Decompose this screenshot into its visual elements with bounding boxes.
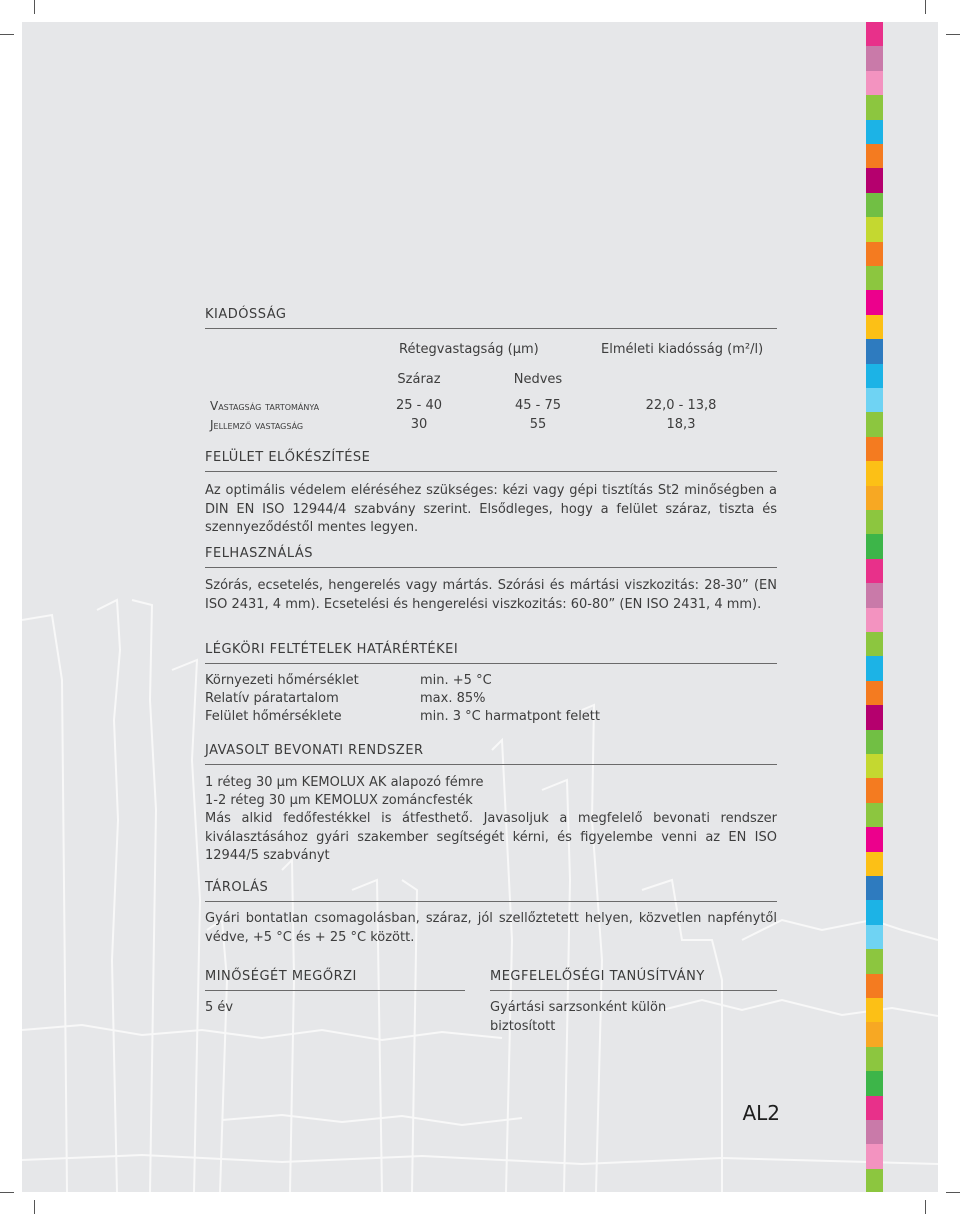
section-rule xyxy=(205,328,777,329)
color-stripe-bar xyxy=(866,22,883,1192)
color-stripe xyxy=(866,827,883,851)
color-stripe xyxy=(866,486,883,510)
application-title: FELHASZNÁLÁS xyxy=(205,546,314,561)
color-stripe xyxy=(866,290,883,314)
section-rule xyxy=(205,901,777,902)
color-stripe xyxy=(866,705,883,729)
system-enamel-line: 1-2 réteg 30 µm KEMOLUX zománcfesték xyxy=(205,793,473,808)
color-stripe xyxy=(866,754,883,778)
crop-mark xyxy=(0,1192,14,1193)
certificate-title: MEGFELELŐSÉGI TANÚSÍTVÁNY xyxy=(490,969,705,984)
range-dry-value: 25 - 40 xyxy=(395,398,443,413)
color-stripe xyxy=(866,168,883,192)
color-stripe xyxy=(866,71,883,95)
surface-prep-text: Az optimális védelem eléréséhez szükséges: kézi vagy gépi tisztítás St2 minőségben a DIN EN ISO 12944/4 szabvány szerint. Elsődleges, hogy a felület száraz, tiszta és szennyeződéstől mentes legyen. xyxy=(205,483,777,535)
storage-title: TÁROLÁS xyxy=(205,880,269,895)
color-stripe xyxy=(866,339,883,363)
color-stripe xyxy=(866,1071,883,1095)
range-yield-value: 22,0 - 13,8 xyxy=(645,398,717,413)
shelf-life-value: 5 év xyxy=(205,1000,234,1015)
crop-mark xyxy=(925,1200,926,1214)
color-stripe xyxy=(866,22,883,46)
color-stripe xyxy=(866,608,883,632)
color-stripe xyxy=(866,730,883,754)
section-rule xyxy=(205,471,777,472)
color-stripe xyxy=(866,144,883,168)
color-stripe xyxy=(866,46,883,70)
color-stripe xyxy=(866,266,883,290)
surface-temp-value: min. 3 °C harmatpont felett xyxy=(420,709,600,724)
certificate-value: Gyártási sarzsonként külön biztosított xyxy=(490,1000,667,1034)
color-stripe xyxy=(866,876,883,900)
color-stripe xyxy=(866,632,883,656)
color-stripe xyxy=(866,388,883,412)
shelf-life-title: MINŐSÉGÉT MEGŐRZI xyxy=(205,969,357,984)
color-stripe xyxy=(866,559,883,583)
color-stripe xyxy=(866,437,883,461)
ambient-temp-value: min. +5 °C xyxy=(420,673,492,688)
color-stripe xyxy=(866,1144,883,1168)
color-stripe xyxy=(866,656,883,680)
humidity-label: Relatív páratartalom xyxy=(205,691,339,706)
color-stripe xyxy=(866,217,883,241)
color-stripe xyxy=(866,534,883,558)
crop-mark xyxy=(34,1200,35,1214)
color-stripe xyxy=(866,242,883,266)
color-stripe xyxy=(866,193,883,217)
color-stripe xyxy=(866,1047,883,1071)
typical-dry-value: 30 xyxy=(410,417,428,432)
crop-mark xyxy=(0,34,14,35)
crop-mark xyxy=(925,0,926,14)
color-stripe xyxy=(866,900,883,924)
consumption-title: KIADÓSSÁG xyxy=(205,307,287,322)
color-stripe xyxy=(866,998,883,1022)
color-stripe xyxy=(866,120,883,144)
section-rule xyxy=(490,990,777,991)
surface-temp-label: Felület hőmérséklete xyxy=(205,709,342,724)
application-text: Szórás, ecsetelés, hengerelés vagy mártás. Szórási és mártási viszkozitás: 28-30” (EN ISO 2431, 4 mm). Ecsetelési és hengerelési viszkozitás: 60-80” (EN ISO 2431, 4 mm). xyxy=(205,578,777,612)
color-stripe xyxy=(866,1096,883,1120)
system-primer-line: 1 réteg 30 µm KEMOLUX AK alapozó fémre xyxy=(205,775,484,790)
system-title: JAVASOLT BEVONATI RENDSZER xyxy=(205,743,424,758)
color-stripe xyxy=(866,95,883,119)
color-stripe xyxy=(866,364,883,388)
section-rule xyxy=(205,663,777,664)
range-wet-value: 45 - 75 xyxy=(514,398,562,413)
section-rule xyxy=(205,764,777,765)
system-note-text: Más alkid fedőfestékkel is átfesthető. Javasoljuk a megfelelő bevonati rendszer kiválasztásához gyári szakember segítségét kérni, és figyelembe venni az EN ISO 12944/5 szabványt xyxy=(205,811,777,863)
color-stripe xyxy=(866,315,883,339)
wet-label: Nedves xyxy=(513,372,563,387)
color-stripe xyxy=(866,1169,883,1192)
color-stripe xyxy=(866,974,883,998)
surface-prep-title: FELÜLET ELŐKÉSZÍTÉSE xyxy=(205,450,371,465)
yield-header: Elméleti kiadósság (m²/l) xyxy=(601,342,764,357)
skyline-illustration xyxy=(22,560,938,1192)
section-rule xyxy=(205,990,465,991)
color-stripe xyxy=(866,925,883,949)
color-stripe xyxy=(866,681,883,705)
typical-row-label: Jellemző vastagság xyxy=(210,418,304,432)
crop-mark xyxy=(34,0,35,14)
ambient-temp-label: Környezeti hőmérséklet xyxy=(205,673,359,688)
humidity-value: max. 85% xyxy=(420,691,486,706)
crop-mark xyxy=(946,34,960,35)
color-stripe xyxy=(866,778,883,802)
color-stripe xyxy=(866,583,883,607)
color-stripe xyxy=(866,1120,883,1144)
storage-text: Gyári bontatlan csomagolásban, száraz, jól szellőztetett helyen, közvetlen napfénytől védve, +5 °C és + 25 °C között. xyxy=(205,911,777,945)
dry-label: Száraz xyxy=(397,372,441,387)
color-stripe xyxy=(866,803,883,827)
crop-mark xyxy=(946,1192,960,1193)
color-stripe xyxy=(866,510,883,534)
color-stripe xyxy=(866,412,883,436)
conditions-title: LÉGKÖRI FELTÉTELEK HATÁRÉRTÉKEI xyxy=(205,642,459,657)
range-row-label: Vastagság tartománya xyxy=(210,399,320,413)
thickness-header: Rétegvastagság (µm) xyxy=(399,342,539,357)
color-stripe xyxy=(866,1022,883,1046)
product-code: AL2 xyxy=(742,1101,780,1125)
section-rule xyxy=(205,567,777,568)
color-stripe xyxy=(866,461,883,485)
color-stripe xyxy=(866,949,883,973)
typical-yield-value: 18,3 xyxy=(666,417,696,432)
typical-wet-value: 55 xyxy=(529,417,547,432)
color-stripe xyxy=(866,852,883,876)
